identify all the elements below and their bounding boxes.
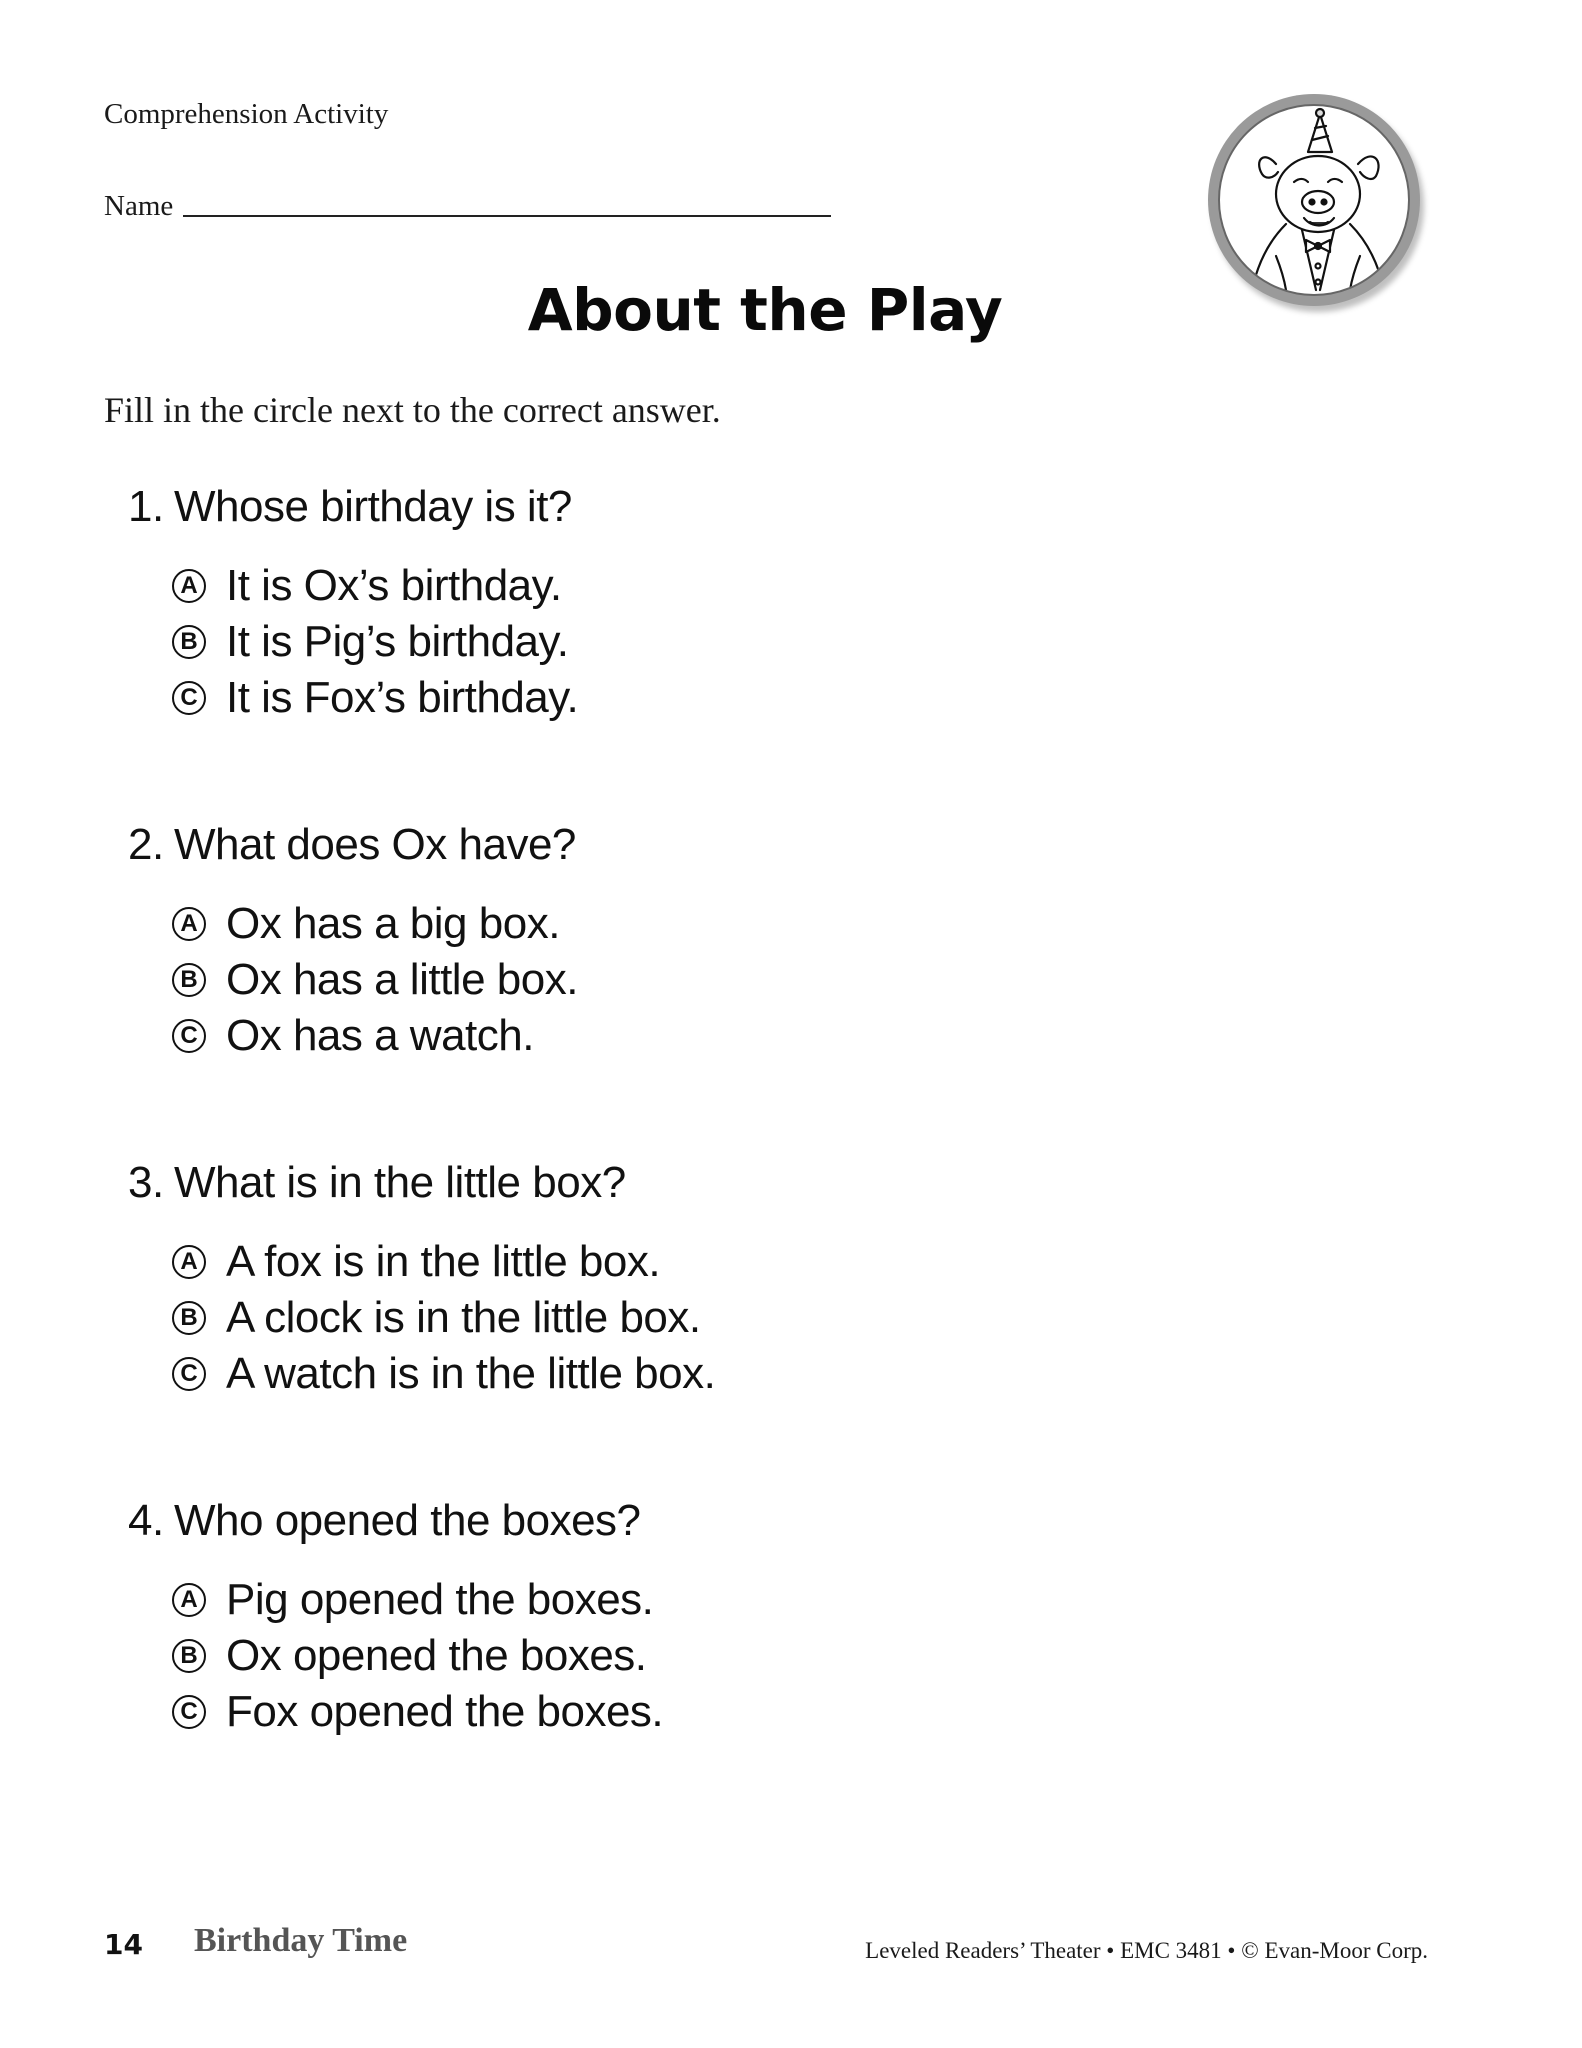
answer-text: A watch is in the little box. [226, 1349, 716, 1398]
answer-option-a[interactable] [172, 1572, 1328, 1628]
question-number: 2. [128, 820, 164, 869]
pig-illustration [1218, 104, 1410, 296]
answer-option-b[interactable] [172, 1628, 1328, 1684]
name-field-row [104, 190, 831, 223]
answer-option-c[interactable] [172, 670, 1328, 726]
question-prompt: Whose birthday is it? [174, 482, 572, 531]
section-label: Comprehension Activity [104, 98, 389, 130]
answer-bubble-c[interactable]: C [172, 1019, 206, 1053]
answer-options [128, 558, 1328, 726]
answer-text: It is Fox’s birthday. [226, 673, 579, 722]
question-1 [128, 480, 1328, 726]
answer-options [128, 1234, 1328, 1402]
answer-bubble-b[interactable]: B [172, 1639, 206, 1673]
answer-options [128, 896, 1328, 1064]
answer-text: Ox has a watch. [226, 1011, 534, 1060]
book-title: Birthday Time [194, 1922, 408, 1959]
answer-option-b[interactable] [172, 614, 1328, 670]
answer-text: It is Ox’s birthday. [226, 561, 562, 610]
question-3-text [128, 1156, 1328, 1210]
question-prompt: What does Ox have? [174, 820, 576, 869]
answer-text: Ox opened the boxes. [226, 1631, 647, 1680]
answer-bubble-a[interactable]: A [172, 907, 206, 941]
answer-bubble-c[interactable]: C [172, 681, 206, 715]
page-title: About the Play [527, 276, 1003, 344]
question-2-text [128, 818, 1328, 872]
answer-bubble-c[interactable]: C [172, 1695, 206, 1729]
question-number: 1. [128, 482, 164, 531]
question-2 [128, 818, 1328, 1064]
answer-option-b[interactable] [172, 952, 1328, 1008]
answer-text: Ox has a big box. [226, 899, 560, 948]
answer-option-c[interactable] [172, 1346, 1328, 1402]
answer-option-c[interactable] [172, 1008, 1328, 1064]
answer-bubble-b[interactable]: B [172, 1301, 206, 1335]
pig-with-party-hat-icon [1220, 106, 1410, 296]
answer-option-a[interactable] [172, 1234, 1328, 1290]
answer-bubble-a[interactable]: A [172, 1245, 206, 1279]
question-number: 3. [128, 1158, 164, 1207]
answer-option-c[interactable] [172, 1684, 1328, 1740]
name-label: Name [104, 190, 174, 222]
instructions: Fill in the circle next to the correct answer. [104, 390, 721, 430]
question-number: 4. [128, 1496, 164, 1545]
answer-bubble-a[interactable]: A [172, 1583, 206, 1617]
page-number: 14 [104, 1928, 143, 1961]
answer-text: Fox opened the boxes. [226, 1687, 664, 1736]
question-3 [128, 1156, 1328, 1402]
question-prompt: What is in the little box? [174, 1158, 626, 1207]
answer-text: Ox has a little box. [226, 955, 578, 1004]
answer-bubble-b[interactable]: B [172, 625, 206, 659]
answer-text: Pig opened the boxes. [226, 1575, 654, 1624]
question-4 [128, 1494, 1328, 1740]
answer-text: A clock is in the little box. [226, 1293, 701, 1342]
question-1-text [128, 480, 1328, 534]
answer-bubble-b[interactable]: B [172, 963, 206, 997]
publisher-credit: Leveled Readers’ Theater • EMC 3481 • © Evan-Moor Corp. [865, 1938, 1428, 1963]
answer-option-a[interactable] [172, 558, 1328, 614]
answer-bubble-c[interactable]: C [172, 1357, 206, 1391]
answer-option-b[interactable] [172, 1290, 1328, 1346]
answer-text: A fox is in the little box. [226, 1237, 661, 1286]
answer-bubble-a[interactable]: A [172, 569, 206, 603]
answer-options [128, 1572, 1328, 1740]
answer-text: It is Pig’s birthday. [226, 617, 569, 666]
pig-badge [1208, 94, 1420, 306]
question-4-text [128, 1494, 1328, 1548]
name-input-line[interactable] [183, 215, 831, 217]
question-prompt: Who opened the boxes? [174, 1496, 641, 1545]
answer-option-a[interactable] [172, 896, 1328, 952]
